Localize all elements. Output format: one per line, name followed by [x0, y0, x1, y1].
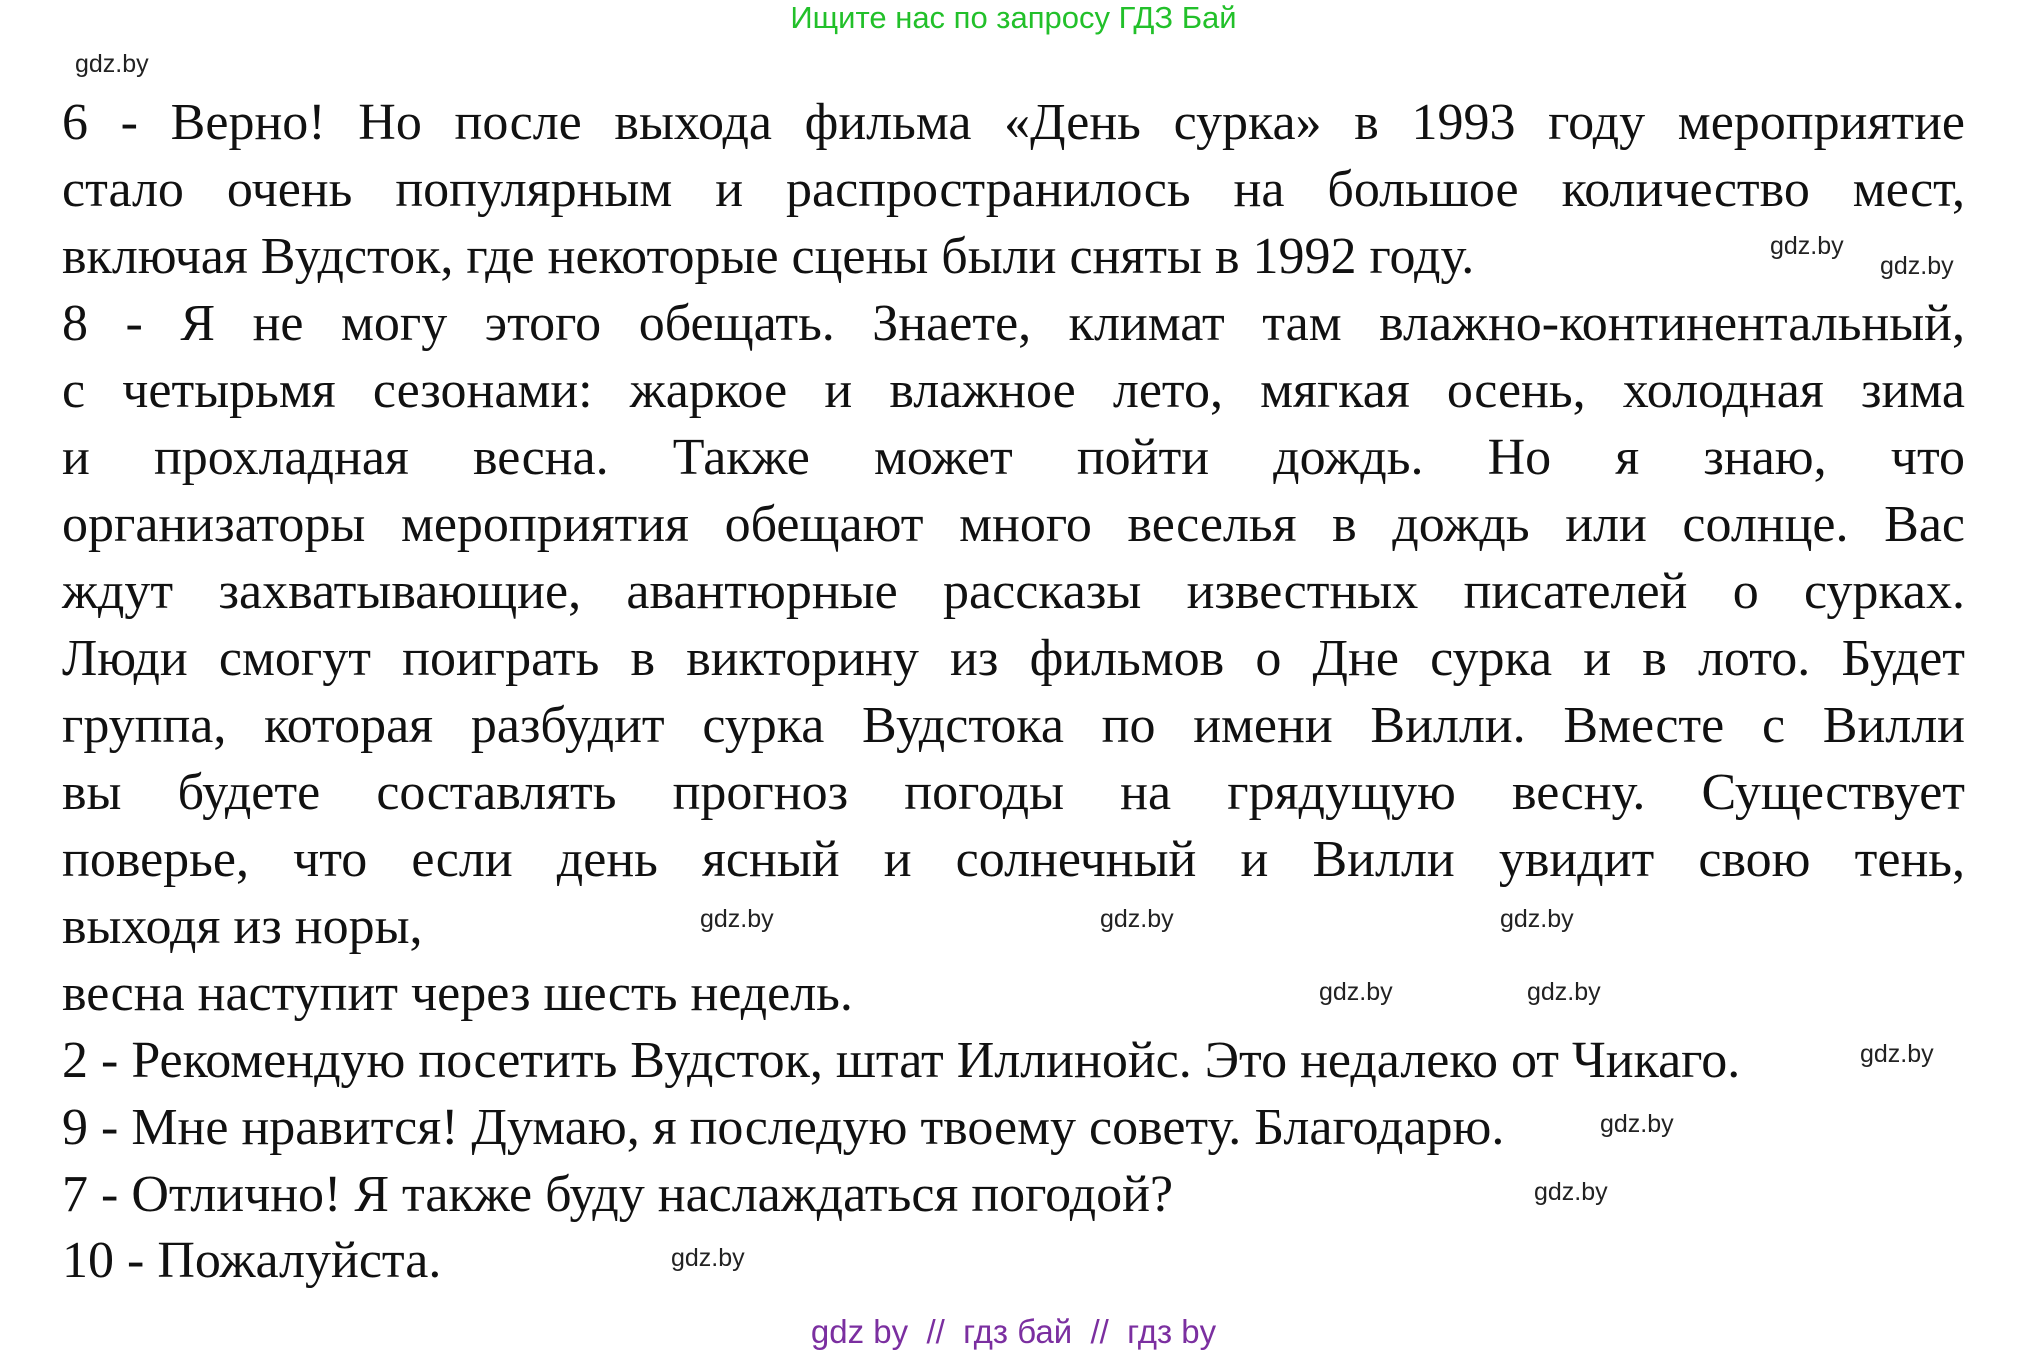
text-line: организаторы мероприятия обещают много веселья в дождь или солнце. Вас	[62, 496, 1965, 553]
text-line: 8 - Я не могу этого обещать. Знаете, климат там влажно-континентальный,	[62, 295, 1965, 352]
text-line: группа, которая разбудит сурка Вудстока по имени Вилли. Вместе с Вилли	[62, 697, 1965, 754]
text-line: весна наступит через шесть недель.	[62, 965, 853, 1022]
watermark: gdz.by	[700, 905, 774, 933]
watermark: gdz.by	[1534, 1178, 1608, 1206]
watermark: gdz.by	[1500, 905, 1574, 933]
text-line: вы будете составлять прогноз погоды на грядущую весну. Существует	[62, 764, 1965, 821]
footer-links: gdz by // гдз бай // гдз by	[810, 1313, 1217, 1350]
search-hint-header: Ищите нас по запросу ГДЗ Бай	[790, 0, 1237, 35]
text-line: 9 - Мне нравится! Думаю, я последую твоему совету. Благодарю.	[62, 1099, 1505, 1156]
text-line: включая Вудсток, где некоторые сцены были сняты в 1992 году.	[62, 228, 1475, 285]
watermark: gdz.by	[1770, 232, 1844, 260]
text-line: поверье, что если день ясный и солнечный и Вилли увидит свою тень,	[62, 831, 1965, 888]
text-line: ждут захватывающие, авантюрные рассказы известных писателей о сурках.	[62, 563, 1965, 620]
watermark: gdz.by	[1100, 905, 1174, 933]
watermark: gdz.by	[1600, 1110, 1674, 1138]
text-line: 7 - Отлично! Я также буду наслаждаться погодой?	[62, 1166, 1174, 1223]
watermark: gdz.by	[1527, 978, 1601, 1006]
watermark: gdz.by	[1880, 252, 1954, 280]
text-line: 2 - Рекомендую посетить Вудсток, штат Иллинойс. Это недалеко от Чикаго.	[62, 1032, 1741, 1089]
watermark: gdz.by	[671, 1244, 745, 1272]
text-line: 6 - Верно! Но после выхода фильма «День сурка» в 1993 году мероприятие	[62, 94, 1965, 151]
text-line: и прохладная весна. Также может пойти дождь. Но я знаю, что	[62, 429, 1965, 486]
text-line: выходя из норы,	[62, 898, 423, 955]
text-line: Люди смогут поиграть в викторину из фильмов о Дне сурка и в лото. Будет	[62, 630, 1965, 687]
text-line: с четырьмя сезонами: жаркое и влажное лето, мягкая осень, холодная зима	[62, 362, 1965, 419]
watermark: gdz.by	[1860, 1040, 1934, 1068]
watermark: gdz.by	[75, 50, 149, 78]
watermark: gdz.by	[1319, 978, 1393, 1006]
text-line: 10 - Пожалуйста.	[62, 1232, 442, 1289]
text-line: стало очень популярным и распространилось на большое количество мест,	[62, 161, 1965, 218]
